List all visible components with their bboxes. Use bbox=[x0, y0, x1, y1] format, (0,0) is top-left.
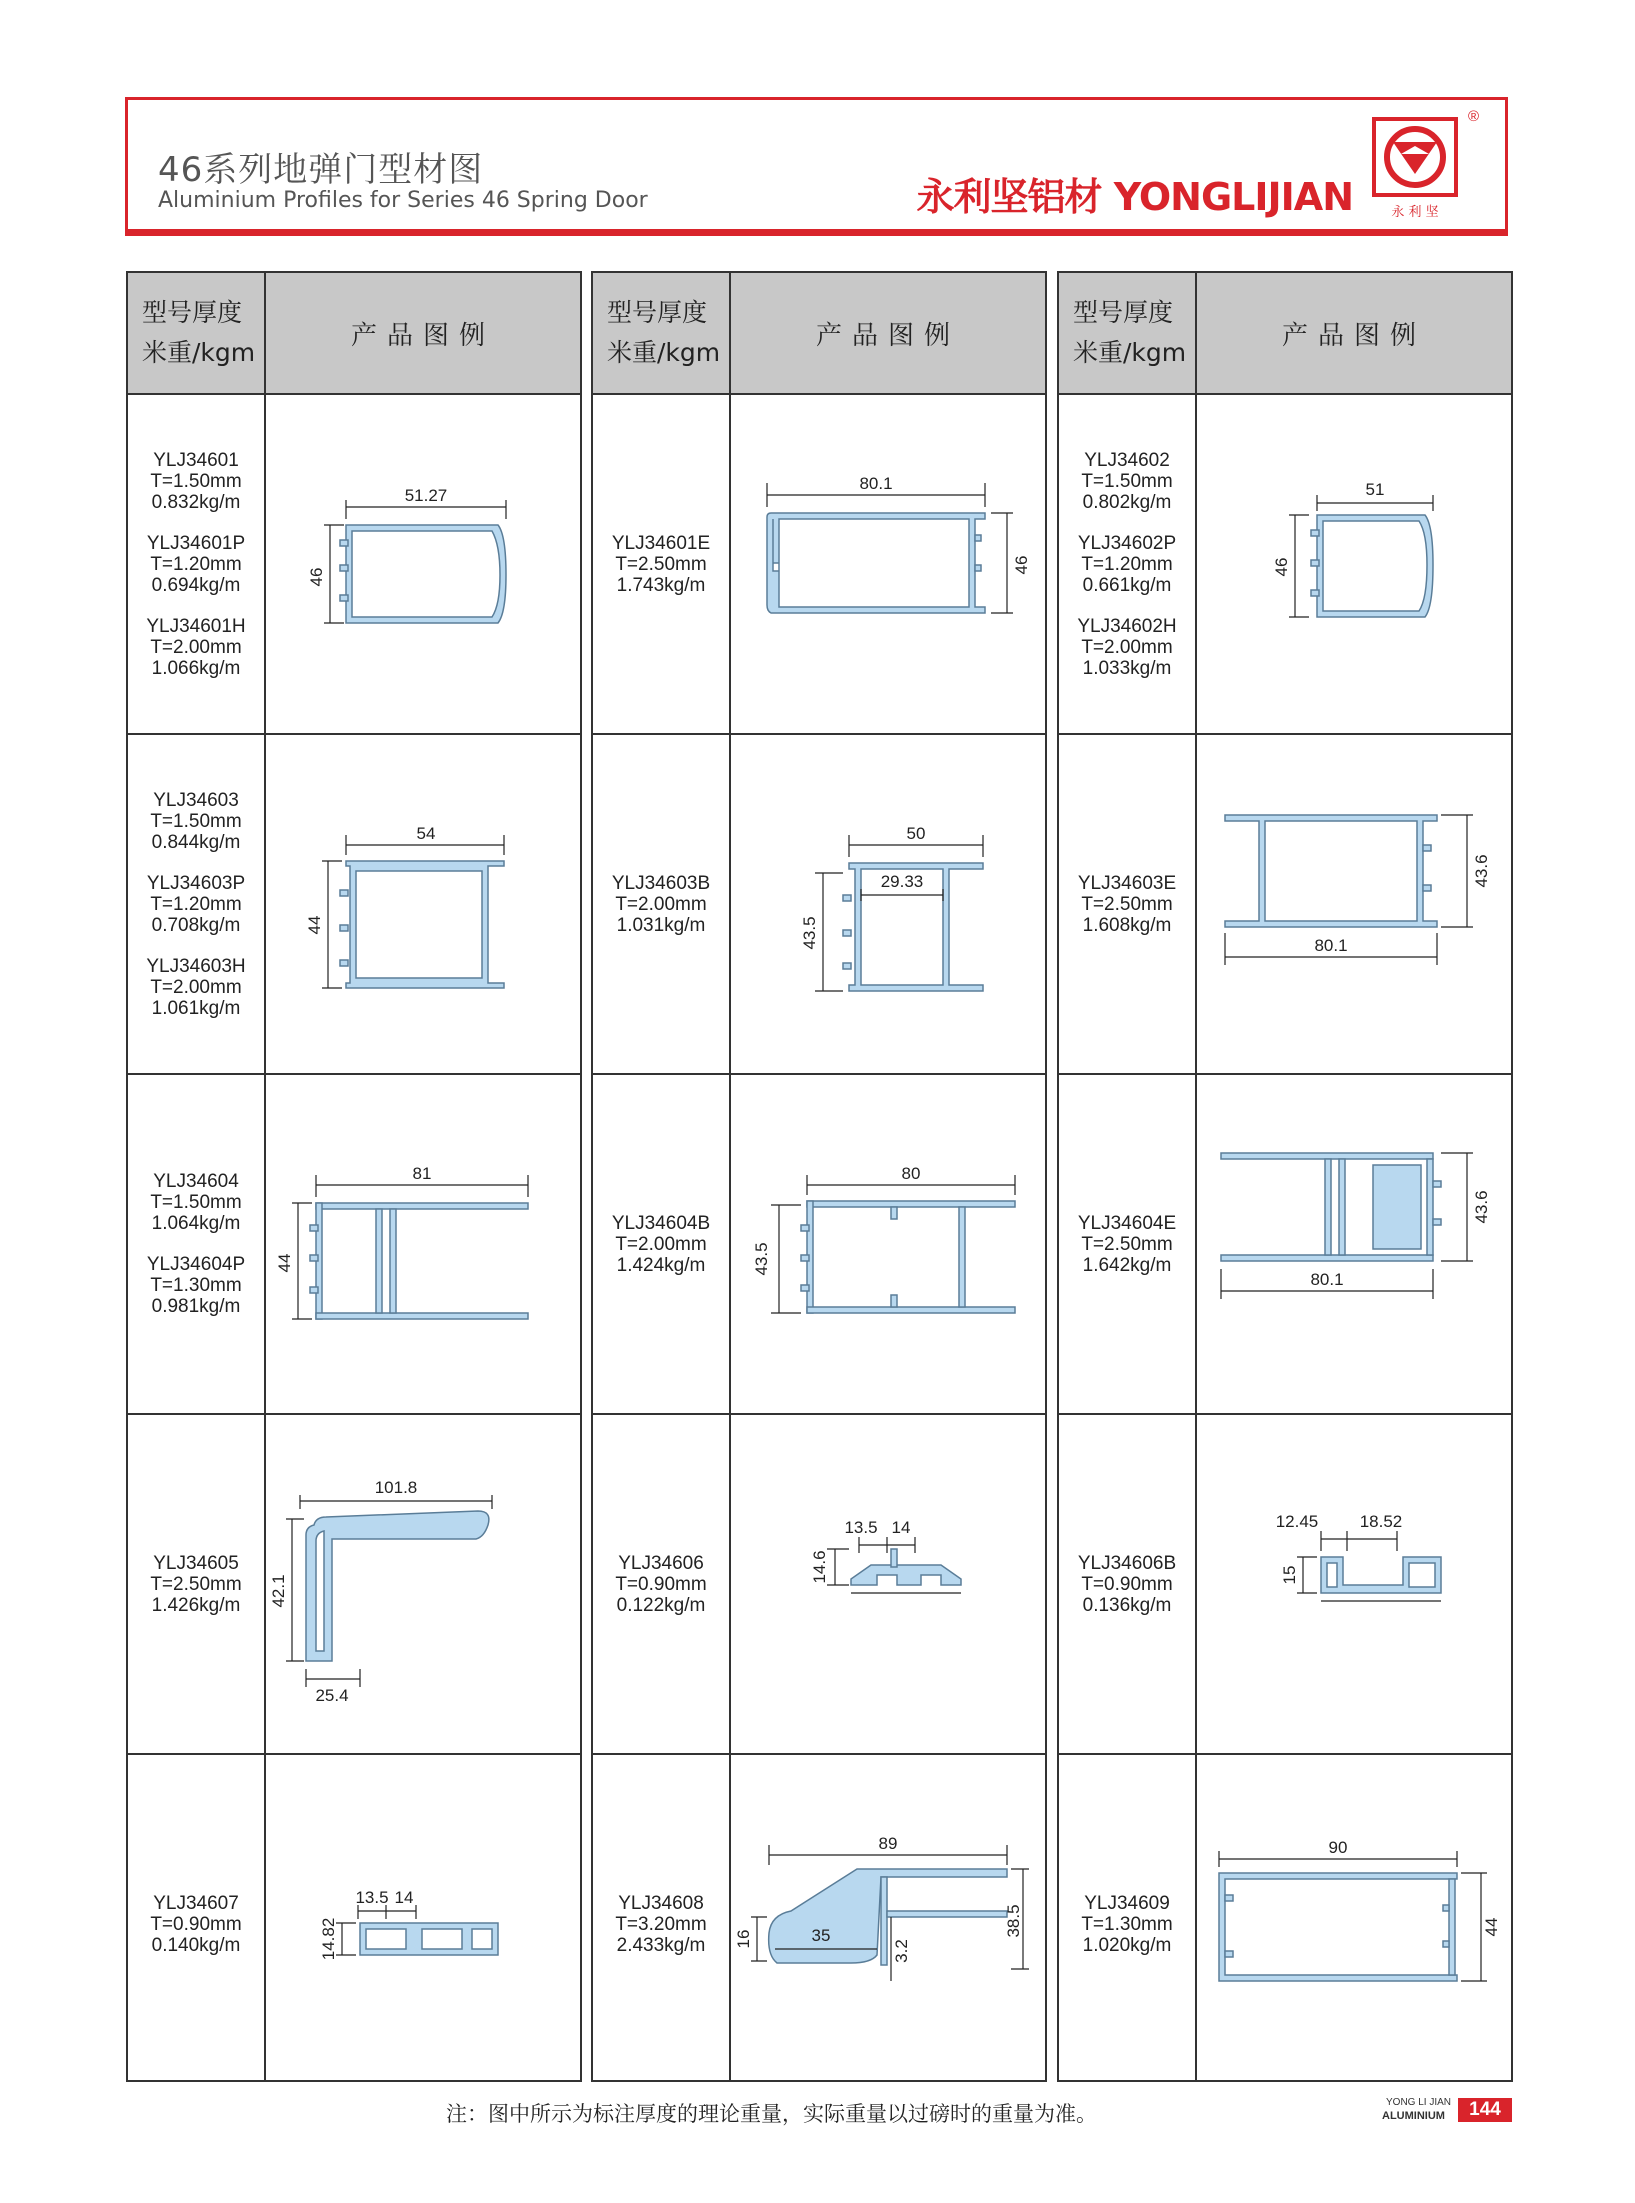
brand-logo-icon bbox=[1371, 116, 1459, 222]
profile-drawing bbox=[731, 1075, 1045, 1413]
logo-text: 永 利 坚 bbox=[1391, 205, 1439, 220]
registered-mark: ® bbox=[1467, 108, 1479, 125]
svg-text:42.1: 42.1 bbox=[269, 1574, 288, 1608]
header-diagram-label: 产品图例 bbox=[815, 320, 960, 351]
svg-text:14: 14 bbox=[394, 1888, 414, 1907]
svg-text:46: 46 bbox=[1012, 555, 1031, 575]
profile-drawing bbox=[266, 395, 580, 733]
svg-text:44: 44 bbox=[305, 915, 324, 935]
table-row bbox=[593, 395, 1045, 735]
table-header bbox=[1059, 273, 1511, 395]
svg-text:46: 46 bbox=[1272, 557, 1291, 577]
table-row bbox=[1059, 1075, 1511, 1415]
profile-table-2 bbox=[591, 271, 1047, 2082]
svg-text:18.52: 18.52 bbox=[1359, 1512, 1403, 1531]
spec-cell: YLJ34603E T=2.50mm 1.608kg/m bbox=[1077, 872, 1177, 936]
header-weight-label: 米重/kgm bbox=[1073, 338, 1187, 367]
svg-text:89: 89 bbox=[878, 1834, 898, 1853]
svg-text:38.5: 38.5 bbox=[1004, 1904, 1023, 1938]
profile-drawing bbox=[266, 735, 580, 1073]
spec-cell: YLJ34601E T=2.50mm 1.743kg/m bbox=[611, 532, 711, 596]
profile-drawing bbox=[1197, 1075, 1511, 1413]
table-row bbox=[593, 735, 1045, 1075]
table-row bbox=[128, 1075, 580, 1415]
profile-table-1 bbox=[126, 271, 582, 2082]
svg-text:13.5: 13.5 bbox=[355, 1888, 389, 1907]
footer-brand-line1: YONG LI JIAN bbox=[1386, 2097, 1452, 2108]
svg-text:43.6: 43.6 bbox=[1472, 1190, 1491, 1224]
profile-drawing bbox=[266, 1075, 580, 1413]
svg-text:14.82: 14.82 bbox=[319, 1917, 338, 1961]
table-row bbox=[1059, 735, 1511, 1075]
page-subtitle: Aluminium Profiles for Series 46 Spring Door bbox=[158, 188, 648, 213]
page-title: 46系列地弹门型材图 bbox=[158, 150, 484, 190]
svg-text:25.4: 25.4 bbox=[315, 1686, 349, 1705]
spec-cell: YLJ34606B T=0.90mm 0.136kg/m bbox=[1077, 1552, 1177, 1616]
footer-note: 注：图中所示为标注厚度的理论重量，实际重量以过磅时的重量为准。 bbox=[446, 2102, 1097, 2126]
spec-cell: YLJ34606 T=0.90mm 0.122kg/m bbox=[615, 1552, 707, 1616]
svg-text:44: 44 bbox=[275, 1253, 294, 1273]
profile-drawing bbox=[266, 1415, 580, 1753]
brand-name: 永利坚铝材 YONGLIJIAN bbox=[916, 175, 1353, 219]
svg-text:80.1: 80.1 bbox=[859, 474, 893, 493]
table-row bbox=[593, 1415, 1045, 1755]
table-row bbox=[1059, 1415, 1511, 1755]
header-weight-label: 米重/kgm bbox=[142, 338, 256, 367]
spec-cell: YLJ34605 T=2.50mm 1.426kg/m bbox=[150, 1552, 242, 1616]
svg-text:43.6: 43.6 bbox=[1472, 854, 1491, 888]
spec-cell: YLJ34608 T=3.20mm 2.433kg/m bbox=[615, 1892, 707, 1956]
svg-text:15: 15 bbox=[1280, 1565, 1299, 1585]
profile-drawing bbox=[731, 1755, 1045, 2093]
table-row bbox=[128, 735, 580, 1075]
svg-text:46: 46 bbox=[307, 567, 326, 587]
svg-text:50: 50 bbox=[906, 824, 926, 843]
profile-table-3 bbox=[1057, 271, 1513, 2082]
footer-brand-line2: ALUMINIUM bbox=[1382, 2110, 1445, 2122]
profile-drawing bbox=[1197, 395, 1511, 733]
svg-text:35: 35 bbox=[811, 1926, 831, 1945]
table-row bbox=[1059, 395, 1511, 735]
svg-text:80.1: 80.1 bbox=[1314, 936, 1348, 955]
svg-text:12.45: 12.45 bbox=[1275, 1512, 1319, 1531]
table-header bbox=[128, 273, 580, 395]
table-row bbox=[128, 1755, 580, 2093]
svg-text:80.1: 80.1 bbox=[1310, 1270, 1344, 1289]
profile-drawing bbox=[1197, 1755, 1511, 2093]
profile-drawing bbox=[731, 735, 1045, 1073]
header-diagram-label: 产品图例 bbox=[1281, 320, 1426, 351]
header-model-label: 型号厚度 bbox=[142, 298, 243, 327]
spec-cell: YLJ34607 T=0.90mm 0.140kg/m bbox=[150, 1892, 242, 1956]
spec-cell: YLJ34603B T=2.00mm 1.031kg/m bbox=[611, 872, 711, 936]
svg-text:81: 81 bbox=[412, 1164, 432, 1183]
table-row bbox=[593, 1755, 1045, 2093]
table-row bbox=[593, 1075, 1045, 1415]
spec-cell: YLJ34603 T=1.50mm 0.844kg/m YLJ34603P T=1.20mm 0.708kg/m YLJ34603H T=2.00mm 1.061kg/m bbox=[146, 789, 246, 1019]
header-diagram-label: 产品图例 bbox=[350, 320, 495, 351]
svg-text:29.33: 29.33 bbox=[880, 872, 924, 891]
profile-drawing bbox=[731, 1415, 1045, 1753]
svg-text:51.27: 51.27 bbox=[404, 486, 448, 505]
header-model-label: 型号厚度 bbox=[1073, 298, 1174, 327]
svg-text:80: 80 bbox=[901, 1164, 921, 1183]
svg-text:14.6: 14.6 bbox=[810, 1550, 829, 1584]
spec-cell: YLJ34609 T=1.30mm 1.020kg/m bbox=[1081, 1892, 1173, 1956]
page-header bbox=[125, 97, 1508, 236]
spec-cell: YLJ34604B T=2.00mm 1.424kg/m bbox=[611, 1212, 711, 1276]
svg-text:16: 16 bbox=[734, 1929, 753, 1949]
spec-cell: YLJ34601 T=1.50mm 0.832kg/m YLJ34601P T=1.20mm 0.694kg/m YLJ34601H T=2.00mm 1.066kg/m bbox=[146, 449, 246, 679]
header-model-label: 型号厚度 bbox=[607, 298, 708, 327]
spec-cell: YLJ34604E T=2.50mm 1.642kg/m bbox=[1077, 1212, 1177, 1276]
svg-text:51: 51 bbox=[1365, 480, 1385, 499]
table-header bbox=[593, 273, 1045, 395]
spec-cell: YLJ34602 T=1.50mm 0.802kg/m YLJ34602P T=1.20mm 0.661kg/m YLJ34602H T=2.00mm 1.033kg/m bbox=[1077, 449, 1177, 679]
svg-text:90: 90 bbox=[1328, 1838, 1348, 1857]
profile-drawing bbox=[731, 395, 1045, 733]
svg-text:44: 44 bbox=[1482, 1917, 1501, 1937]
spec-cell: YLJ34604 T=1.50mm 1.064kg/m YLJ34604P T=1.30mm 0.981kg/m bbox=[146, 1171, 246, 1317]
profile-drawing bbox=[266, 1755, 580, 2093]
profile-drawing bbox=[1197, 735, 1511, 1073]
svg-text:101.8: 101.8 bbox=[374, 1478, 418, 1497]
table-row bbox=[128, 1415, 580, 1755]
profile-drawing bbox=[1197, 1415, 1511, 1753]
svg-text:43.5: 43.5 bbox=[752, 1242, 771, 1276]
table-row bbox=[1059, 1755, 1511, 2093]
svg-text:54: 54 bbox=[416, 824, 436, 843]
svg-text:3.2: 3.2 bbox=[892, 1939, 911, 1963]
header-weight-label: 米重/kgm bbox=[607, 338, 721, 367]
svg-text:13.5: 13.5 bbox=[844, 1518, 878, 1537]
page-number: 144 bbox=[1458, 2098, 1512, 2122]
table-row bbox=[128, 395, 580, 735]
svg-text:43.5: 43.5 bbox=[800, 916, 819, 950]
svg-text:14: 14 bbox=[891, 1518, 911, 1537]
